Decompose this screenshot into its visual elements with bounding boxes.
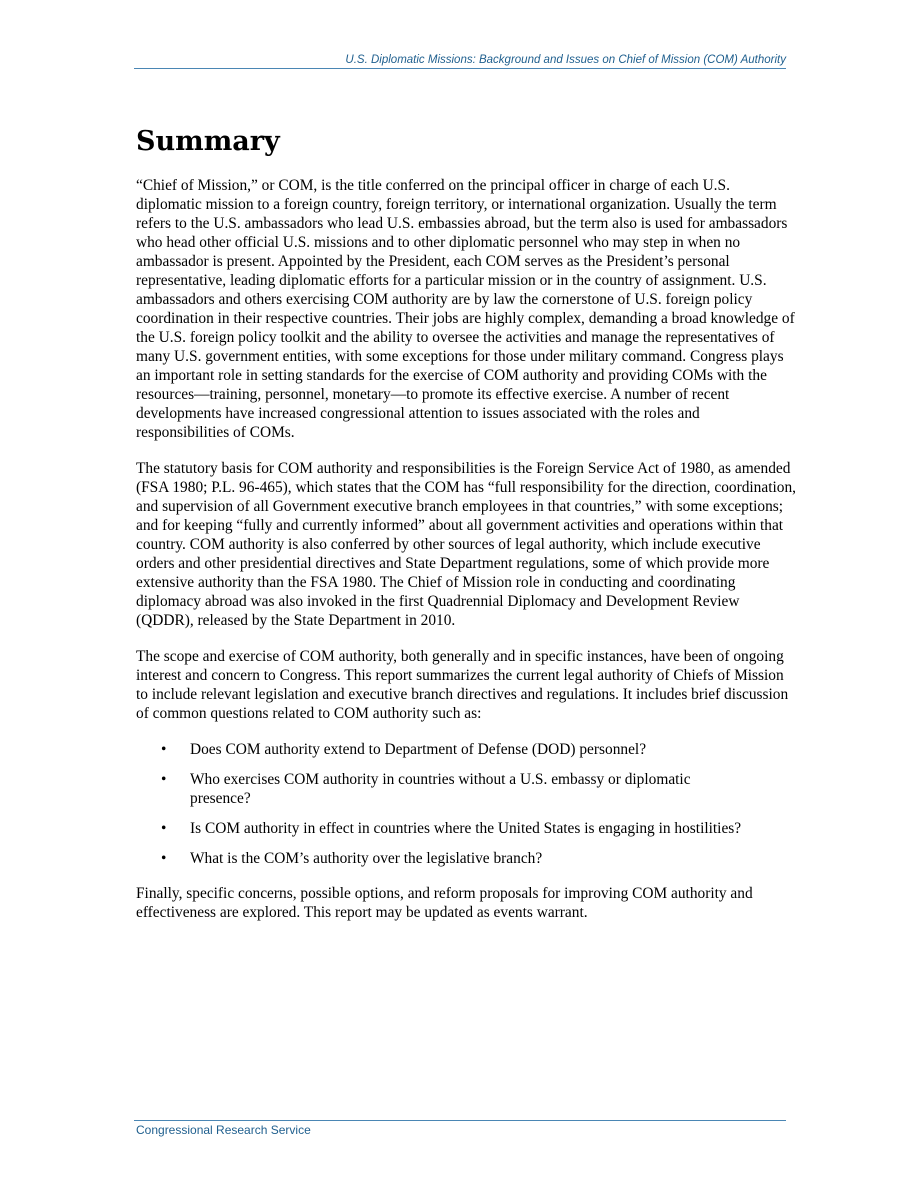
section-heading: Summary	[136, 126, 280, 157]
summary-body	[136, 176, 796, 939]
list-item	[136, 770, 750, 808]
list-item-text: Is COM authority in effect in countries where the United States is engaging in hostilities?	[190, 820, 742, 837]
bullet-icon: •	[161, 850, 167, 867]
paragraph-scope: The scope and exercise of COM authority, both generally and in specific instances, have been of ongoing interest and concern to Congress. This report summarizes the current legal authority of Chiefs of Mission to include relevant legislation and executive branch directives and regulations. It includes brief discussion of common questions related to COM authority such as:	[136, 648, 789, 722]
bullet-icon: •	[161, 820, 167, 837]
bullet-icon: •	[161, 771, 167, 788]
paragraph-intro: “Chief of Mission,” or COM, is the title conferred on the principal officer in charge of each U.S. diplomatic mission to a foreign country, foreign territory, or international organization. Usually the term refers to the U.S. ambassadors who lead U.S. embassies abroad, but the term also is used for ambassadors who head other official U.S. missions and to other diplomatic personnel who may step in when no ambassador is present. Appointed by the President, each COM serves as the President’s personal representative, leading diplomatic efforts for a particular mission or in the country of assignment. U.S. ambassadors and others exercising COM authority are by law the cornerstone of U.S. foreign policy coordination in their respective countries. Their jobs are highly complex, demanding a broad knowledge of the U.S. foreign policy toolkit and the ability to oversee the activities and manage the representatives of many U.S. government entities, with some exceptions for those under military command. Congress plays an important role in setting standards for the exercise of COM authority and providing COMs with the resources—training, personnel, monetary—to promote its effective exercise. A number of recent developments have increased congressional attention to issues associated with the roles and responsibilities of COMs.	[136, 177, 795, 441]
list-item	[136, 819, 750, 838]
list-item-text: Who exercises COM authority in countries without a U.S. embassy or diplomatic presence?	[190, 771, 691, 807]
footer-organization: Congressional Research Service	[136, 1123, 311, 1137]
bullet-icon: •	[161, 741, 167, 758]
list-item-text: Does COM authority extend to Department of Defense (DOD) personnel?	[190, 741, 647, 758]
header-rule	[134, 68, 786, 69]
list-item	[136, 740, 750, 759]
question-list	[136, 740, 796, 868]
paragraph-closing: Finally, specific concerns, possible options, and reform proposals for improving COM authority and effectiveness are explored. This report may be updated as events warrant.	[136, 885, 753, 921]
running-header: U.S. Diplomatic Missions: Background and Issues on Chief of Mission (COM) Authority	[345, 54, 786, 66]
list-item-text: What is the COM’s authority over the legislative branch?	[190, 850, 543, 867]
paragraph-statutory-basis: The statutory basis for COM authority and responsibilities is the Foreign Service Act of 1980, as amended (FSA 1980; P.L. 96-465), which states that the COM has “full responsibility for the direction, coordination, and supervision of all Government executive branch employees in that countries,” with some exceptions; and for keeping “fully and currently informed” about all government activities and operations within that country. COM authority is also conferred by other sources of legal authority, which include executive orders and other presidential directives and State Department regulations, some of which provide more extensive authority than the FSA 1980. The Chief of Mission role in conducting and coordinating diplomacy abroad was also invoked in the first Quadrennial Diplomacy and Development Review (QDDR), released by the State Department in 2010.	[136, 460, 796, 629]
list-item	[136, 849, 750, 868]
footer-rule	[134, 1120, 786, 1121]
